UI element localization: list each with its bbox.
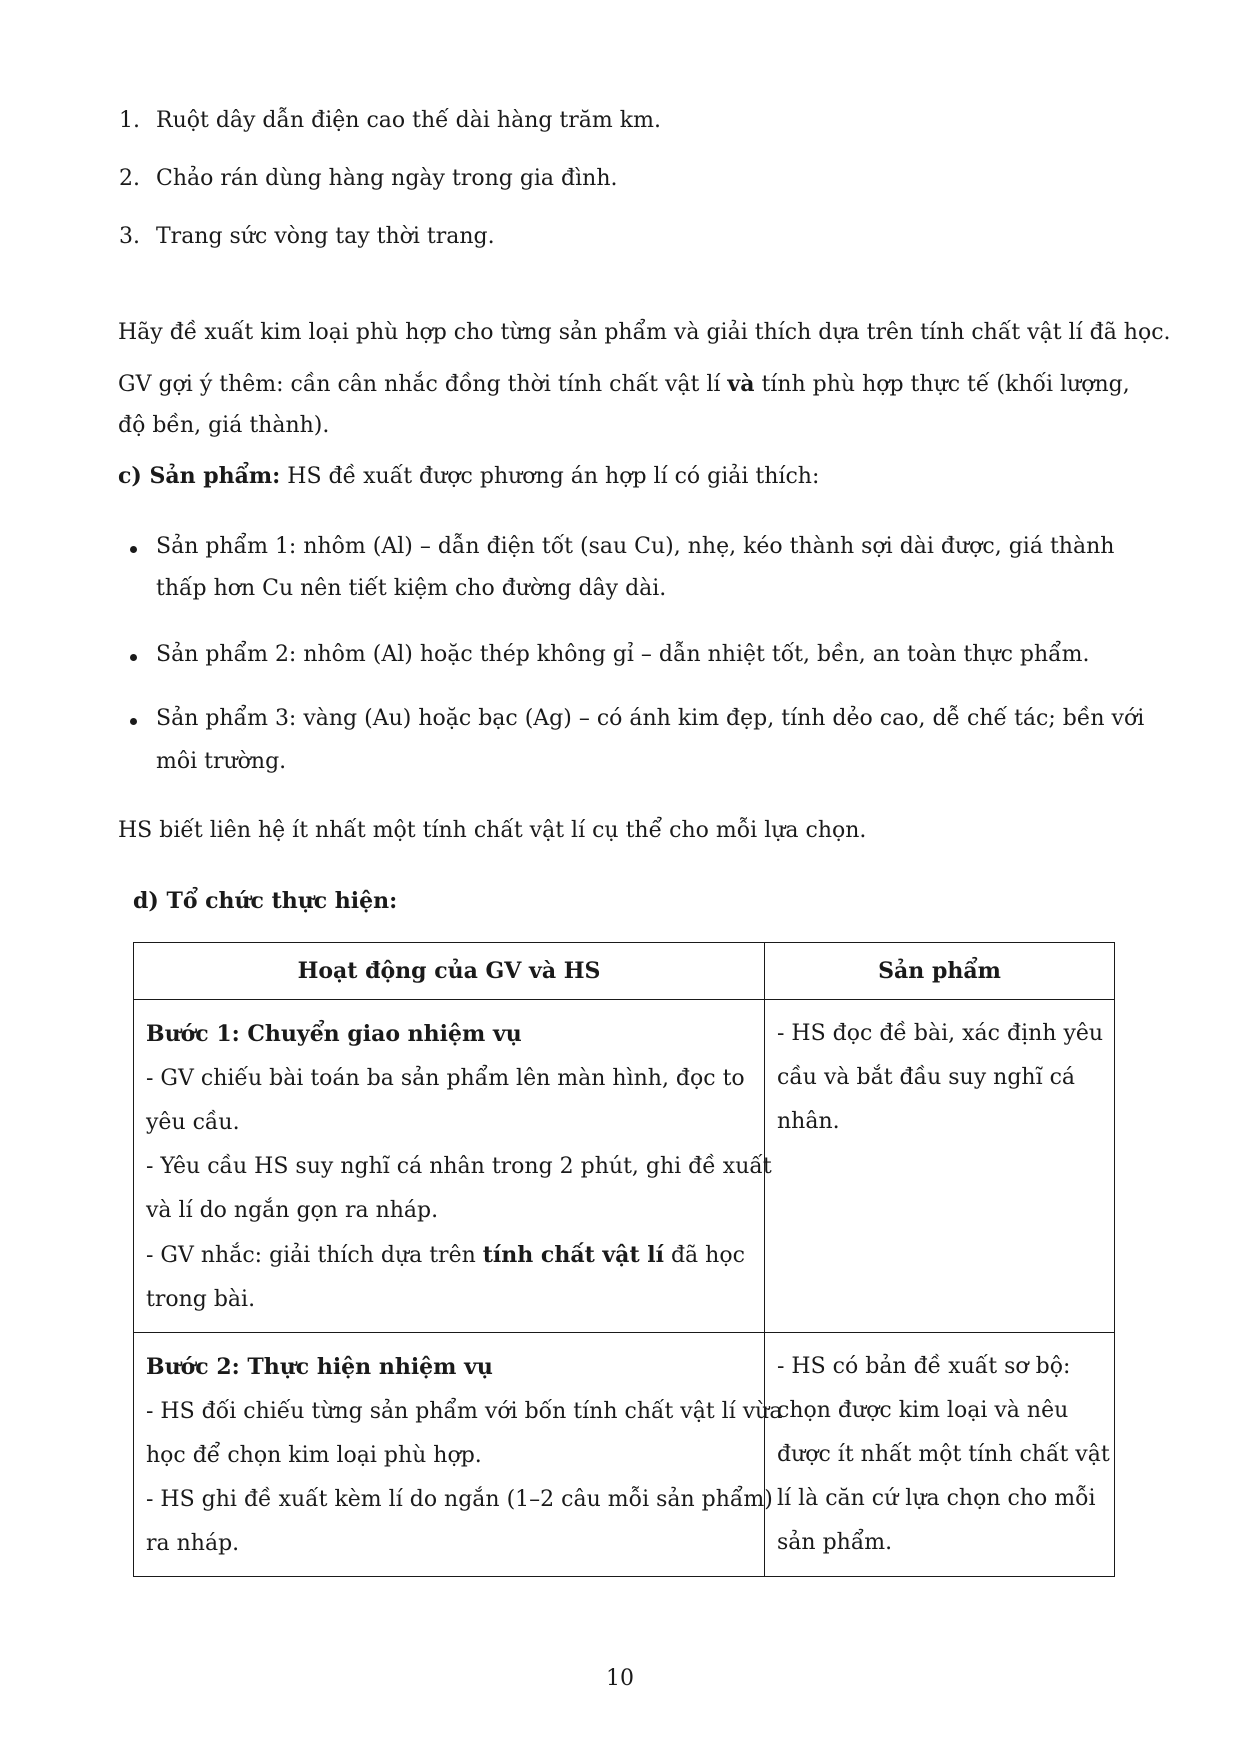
bullet-dot xyxy=(130,546,140,556)
cell-line: yêu cầu. xyxy=(146,1110,240,1135)
cell-line: sản phẩm. xyxy=(777,1530,893,1555)
list-number: 1. xyxy=(119,108,140,133)
activity-table xyxy=(133,942,1115,1577)
list-number: 3. xyxy=(119,224,140,249)
list-item: Chảo rán dùng hàng ngày trong gia đình. xyxy=(156,166,618,191)
cell-line: học để chọn kim loại phù hợp. xyxy=(146,1443,482,1468)
step-title: Bước 2: Thực hiện nhiệm vụ xyxy=(146,1354,493,1380)
remind-text: - GV nhắc: giải thích dựa trên xyxy=(146,1243,483,1268)
bullet-item-line: thấp hơn Cu nên tiết kiệm cho đường dây dài. xyxy=(156,576,667,601)
cell-line: được ít nhất một tính chất vật xyxy=(777,1442,1110,1467)
page-number: 10 xyxy=(606,1666,634,1691)
table-header-product: Sản phẩm xyxy=(765,943,1115,1000)
cell-line: - HS ghi đề xuất kèm lí do ngắn (1–2 câu mỗi sản phẩm) xyxy=(146,1487,773,1512)
cell-line: và lí do ngắn gọn ra nháp. xyxy=(146,1198,439,1223)
bullet-item-line: Sản phẩm 3: vàng (Au) hoặc bạc (Ag) – có ánh kim đẹp, tính dẻo cao, dễ chế tác; bền với xyxy=(156,706,1145,731)
list-number: 2. xyxy=(119,166,140,191)
cell-line: - Yêu cầu HS suy nghĩ cá nhân trong 2 phút, ghi đề xuất xyxy=(146,1154,772,1179)
remind-bold: tính chất vật lí xyxy=(482,1242,664,1268)
table-cell-product xyxy=(765,1333,1115,1577)
hint-bold: và xyxy=(727,371,755,397)
cell-line: ra nháp. xyxy=(146,1531,240,1556)
bullet-dot xyxy=(130,718,140,728)
cell-line: lí là căn cứ lựa chọn cho mỗi xyxy=(777,1486,1096,1511)
bullet-item-line: Sản phẩm 2: nhôm (Al) hoặc thép không gỉ – dẫn nhiệt tốt, bền, an toàn thực phẩm. xyxy=(156,642,1090,667)
hint-text-end: tính phù hợp thực tế (khối lượng, xyxy=(754,372,1130,397)
section-c-label: c) Sản phẩm: xyxy=(118,463,281,489)
section-d-heading: d) Tổ chức thực hiện: xyxy=(133,888,398,914)
propose-paragraph: Hãy đề xuất kim loại phù hợp cho từng sản phẩm và giải thích dựa trên tính chất vật lí đã học. xyxy=(118,320,1171,345)
cell-line: cầu và bắt đầu suy nghĩ cá xyxy=(777,1065,1076,1090)
bullet-dot xyxy=(130,654,140,664)
step-title: Bước 1: Chuyển giao nhiệm vụ xyxy=(146,1021,522,1047)
cell-line-remind xyxy=(146,1233,752,1278)
section-c-text: HS đề xuất được phương án hợp lí có giải thích: xyxy=(280,464,820,489)
table-row xyxy=(134,1000,1115,1333)
table-row xyxy=(134,1333,1115,1577)
list-item: Trang sức vòng tay thời trang. xyxy=(156,224,495,249)
table-cell-activity xyxy=(134,1000,772,1333)
table-cell-activity xyxy=(134,1333,783,1577)
table-cell-product xyxy=(765,1000,1115,1333)
table-header-row xyxy=(134,943,1115,1000)
hint-text: GV gợi ý thêm: cần cân nhắc đồng thời tính chất vật lí xyxy=(118,372,728,397)
cell-line: - HS đọc đề bài, xác định yêu xyxy=(777,1021,1104,1046)
cell-line: chọn được kim loại và nêu xyxy=(777,1398,1069,1423)
section-c xyxy=(118,463,819,489)
cell-line: - HS đối chiếu từng sản phẩm với bốn tính chất vật lí vừa xyxy=(146,1399,783,1424)
cell-line: trong bài. xyxy=(146,1287,256,1312)
cell-line: nhân. xyxy=(777,1109,840,1134)
bullet-item-line: Sản phẩm 1: nhôm (Al) – dẫn điện tốt (sau Cu), nhẹ, kéo thành sợi dài được, giá thành xyxy=(156,534,1115,559)
cell-line: - HS có bản đề xuất sơ bộ: xyxy=(777,1354,1071,1379)
hint-paragraph-line2: độ bền, giá thành). xyxy=(118,413,330,438)
cell-line: - GV chiếu bài toán ba sản phẩm lên màn hình, đọc to xyxy=(146,1066,745,1091)
hint-paragraph xyxy=(118,371,1130,397)
link-paragraph: HS biết liên hệ ít nhất một tính chất vật lí cụ thể cho mỗi lựa chọn. xyxy=(118,818,867,843)
list-item: Ruột dây dẫn điện cao thế dài hàng trăm km. xyxy=(156,108,661,133)
bullet-item-line: môi trường. xyxy=(156,749,287,774)
remind-text-end: đã học xyxy=(663,1243,745,1268)
table-header-activity: Hoạt động của GV và HS xyxy=(134,943,765,1000)
